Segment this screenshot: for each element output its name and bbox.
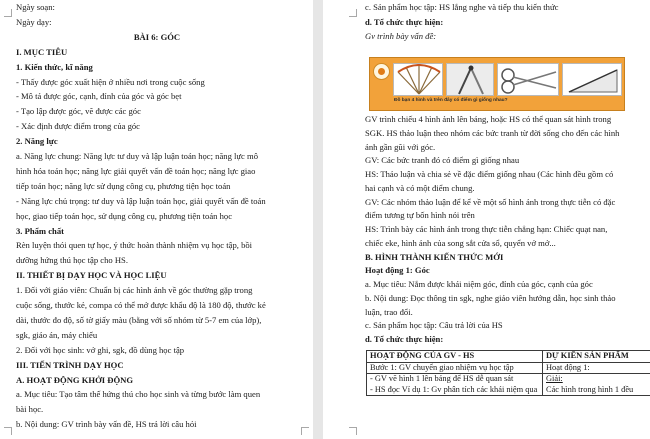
text-line: Ngày dạy: [16, 16, 52, 27]
text-line: GV: Các nhóm thảo luận để kể về một số hình ảnh trong thực tiễn có đặc [365, 196, 616, 207]
table-cell: Bước 1: GV chuyển giao nhiệm vụ học tập [367, 362, 543, 374]
corner-mark [349, 427, 357, 435]
text-line: HS: Trình bày các hình ảnh trong thực tiễn chẳng hạn: Chiếc quạt nan, [365, 224, 608, 234]
text-line: b. Nội dung: Đọc thông tin sgk, nghe giáo viên hướng dẫn, học sinh thảo [365, 292, 616, 303]
table-header-row [367, 351, 650, 363]
text-line: hình hóa toán học; năng lực giải quyết vấn đề toán học; năng lực giao [16, 165, 256, 176]
table-header-cell: HOẠT ĐỘNG CỦA GV - HS [367, 351, 543, 363]
text-line: III. TIẾN TRÌNH DẠY HỌC [16, 359, 124, 370]
table-row [367, 374, 650, 385]
text-line: Hoạt động 1: Góc [365, 265, 430, 276]
text-line: SGK. HS thảo luận theo nhóm các bức tranh từ đời sống cho đến các hình [365, 127, 620, 138]
table-cell: Giải: [543, 374, 650, 385]
scissors-photo [497, 63, 559, 96]
text-line: sgk, giáo án, máy chiếu [16, 329, 98, 340]
corner-mark [4, 9, 12, 17]
text-line: a. Mục tiêu: Tạo tâm thế hứng thú cho học sinh và từng bước làm quen [16, 389, 261, 400]
activity-table [366, 350, 650, 396]
table-cell: - GV vẽ hình 1 lên bảng để HS dễ quan sát [367, 374, 543, 385]
text-line: - Tạo lập được góc, vẽ được các góc [16, 106, 141, 117]
corner-mark [349, 9, 357, 17]
text-line: 1. Kiến thức, kĩ năng [16, 61, 93, 72]
text-line: dài, thước đo độ, số tờ giấy màu (bằng với số nhóm từ 5-7 em của lớp), [16, 314, 262, 325]
table-header-cell: DỰ KIẾN SẢN PHẨM [543, 351, 650, 363]
text-line: a. Mục tiêu: Nắm được khái niệm góc, đỉnh của góc, cạnh của góc [365, 279, 593, 289]
text-line: chiếc eke, hình ảnh của song sắt cửa sổ, quyển vở mở... [365, 237, 556, 248]
text-line: - Thấy được góc xuất hiện ở nhiều nơi trong cuộc sống [16, 76, 205, 87]
text-line: B. HÌNH THÀNH KIẾN THỨC MỚI [365, 251, 504, 262]
text-line: c. Sản phẩm học tập: Câu trả lời của HS [365, 320, 503, 331]
text-line: 1. Đối với giáo viên: Chuẩn bị các hình ảnh về góc thường gặp trong [16, 285, 253, 296]
text-line: I. MỤC TIÊU [16, 46, 68, 57]
fan-photo [393, 63, 443, 96]
text-line: - Xác định được điểm trong của góc [16, 121, 140, 132]
text-line: điểm tương tự bốn hình nói trên [365, 210, 475, 221]
text-line: c. Sản phẩm học tập: HS lắng nghe và tiếp thu kiến thức [365, 2, 559, 12]
table-cell: Các hình trong hình 1 đều [543, 385, 650, 396]
text-line: 2. Đối với học sinh: vở ghi, sgk, đồ dùng học tập [16, 344, 185, 355]
table-cell: Hoạt động 1: [543, 362, 650, 374]
text-line: BÀI 6: GÓC [133, 31, 181, 42]
text-line: - Mô tả được góc, cạnh, đỉnh của góc và góc bẹt [16, 91, 182, 102]
text-line: Ngày soạn: [16, 2, 55, 12]
text-line: cuộc sống, thước kẻ, compa có thể mở được khẩu độ là 180 độ, thước kẻ [16, 300, 266, 310]
text-line: bài học. [16, 404, 44, 415]
text-line: GV trình chiếu 4 hình ảnh lên bảng, hoặc HS có thể quan sát hình trong [365, 114, 612, 124]
corner-mark [301, 427, 309, 435]
text-line: GV: Các bức tranh đó có điểm gì giống nhau [365, 155, 520, 166]
corner-mark [4, 427, 12, 435]
image-caption: Đồ bạn 4 hình và trên đây có điểm gì giống nhau? [394, 98, 508, 103]
document-page-left [0, 0, 313, 439]
text-line: Rèn luyện thói quen tự học, ý thức hoàn thành nhiệm vụ học tập, bồi [16, 240, 253, 251]
text-line: A. HOẠT ĐỘNG KHỞI ĐỘNG [16, 374, 134, 385]
text-line: tiếp toán học; năng lực sử dụng công cụ, phương tiện học toán [16, 180, 231, 191]
text-line: dưỡng hứng thú học tập cho HS. [16, 255, 128, 266]
text-line: HS: Thảo luận và chia sẻ về đặc điểm giống nhau (Các hình đều gồm có [365, 169, 614, 179]
text-line: b. Nội dung: GV trình bày vấn đề, HS trả lời câu hỏi [16, 419, 197, 430]
text-line: II. THIẾT BỊ DẠY HỌC VÀ HỌC LIỆU [16, 270, 167, 281]
text-line: a. Năng lực chung: Năng lực tư duy và lập luận toán học; năng lực mô [16, 151, 259, 161]
text-line: - Năng lực chủ trọng: tư duy và lập luận toán học, giải quyết vấn đề toán [16, 195, 266, 206]
text-line: học, giao tiếp toán học, sử dụng công cụ, phương tiện toán học [16, 210, 233, 221]
table-row [367, 385, 650, 396]
setsquare-photo [562, 63, 622, 96]
logo-icon [373, 63, 390, 80]
table-row [367, 362, 650, 374]
text-line: hai cạnh và có một điểm chung. [365, 182, 475, 193]
text-line: d. Tổ chức thực hiện: [365, 334, 444, 344]
text-line: Gv trình bày vấn đề: [365, 31, 437, 41]
text-line: 3. Phẩm chất [16, 225, 64, 236]
document-page-right [323, 0, 650, 439]
text-line: luận, trao đổi. [365, 306, 413, 317]
text-line: 2. Năng lực [16, 136, 58, 147]
text-line: d. Tổ chức thực hiện: [365, 16, 444, 27]
text-line: ảnh gần gũi với góc. [365, 141, 436, 152]
lesson-image-banner [369, 57, 625, 111]
compass-photo [446, 63, 494, 96]
table-cell: - HS đọc Ví dụ 1: Gv phân tích các khái niệm qua [367, 385, 543, 396]
